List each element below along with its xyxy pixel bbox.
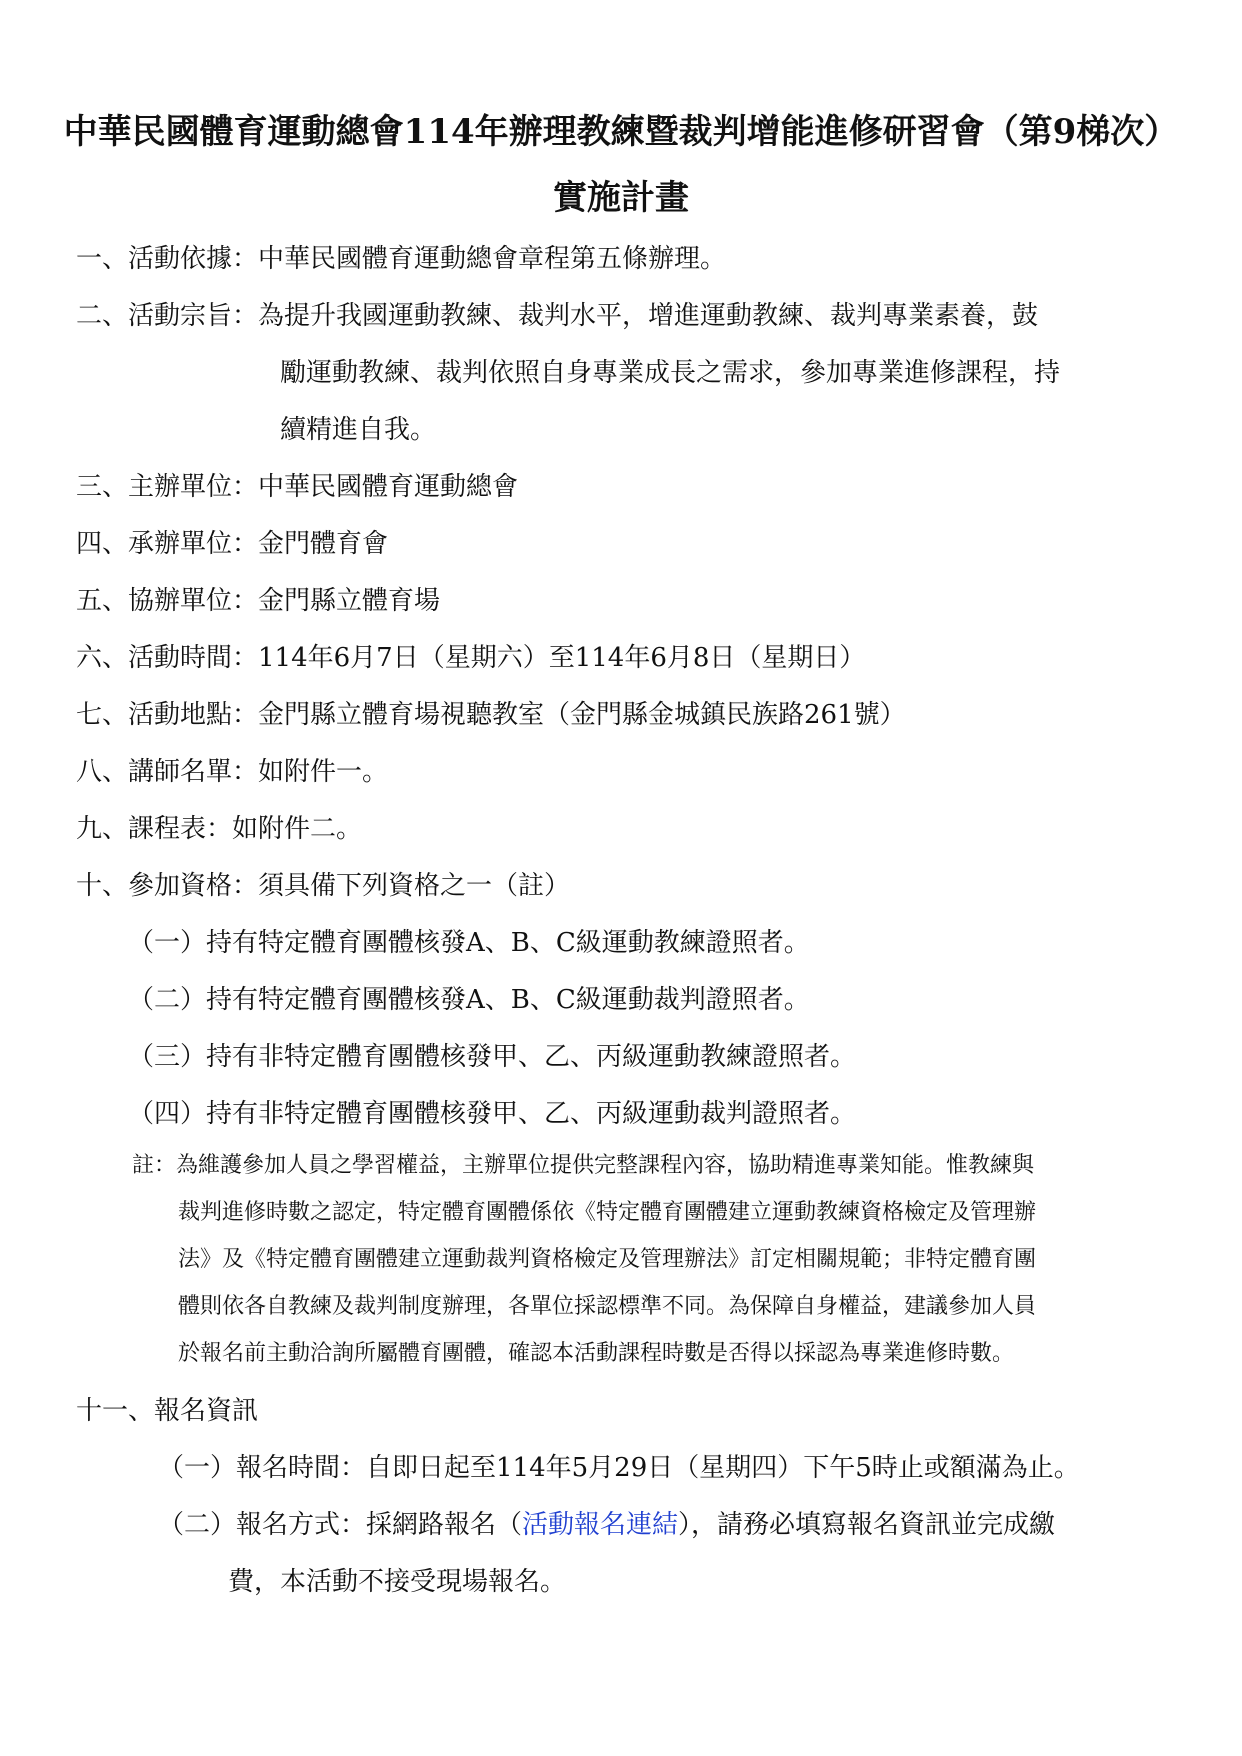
section-basis-text: 中華民國體育運動總會章程第五條辦理。 <box>258 244 727 274</box>
section-organizer-text: 中華民國體育運動總會 <box>258 472 519 502</box>
document-subtitle: 實施計畫 <box>553 178 689 218</box>
section-purpose-label: 二、活動宗旨： <box>76 301 259 331</box>
section-location-text: 金門縣立體育場視聽教室（金門縣金城鎮民族路261號） <box>258 700 906 730</box>
document-title: 中華民國體育運動總會114年辦理教練暨裁判增能進修研習會（第9梯次） <box>63 112 1179 152</box>
registration-method <box>158 1509 1055 1541</box>
eligibility-item-3: （三）持有非特定體育團體核發甲、乙、丙級運動教練證照者。 <box>128 1042 857 1072</box>
section-registration: 十一、報名資訊 <box>76 1396 259 1426</box>
eligibility-note-line-1: 為維護參加人員之學習權益，主辦單位提供完整課程內容，協助精進專業知能。惟教練與 <box>176 1153 1035 1178</box>
section-location <box>76 699 906 731</box>
section-host-label: 四、承辦單位： <box>76 529 259 559</box>
section-purpose-line-3: 續精進自我。 <box>280 415 437 445</box>
eligibility-note-line-5: 於報名前主動洽詢所屬體育團體，確認本活動課程時數是否得以採認為專業進修時數。 <box>178 1341 1015 1366</box>
section-lecturers-text: 如附件一。 <box>258 757 389 787</box>
section-time <box>76 642 865 674</box>
section-co-organizer <box>76 585 440 617</box>
section-eligibility <box>76 870 570 902</box>
eligibility-note-line-4: 體則依各自教練及裁判制度辦理，各單位採認標準不同。為保障自身權益，建議參加人員 <box>178 1294 1037 1319</box>
section-host-text: 金門體育會 <box>258 529 389 559</box>
section-basis-label: 一、活動依據： <box>76 244 259 274</box>
registration-method-suffix: ），請務必填寫報名資訊並完成繳 <box>678 1510 1056 1540</box>
section-organizer-label: 三、主辦單位： <box>76 472 259 502</box>
section-basis <box>76 243 726 275</box>
eligibility-note-line-3: 法》及《特定體育團體建立運動裁判資格檢定及管理辦法》訂定相關規範；非特定體育團 <box>178 1247 1037 1272</box>
section-location-label: 七、活動地點： <box>76 700 259 730</box>
eligibility-item-4: （四）持有非特定體育團體核發甲、乙、丙級運動裁判證照者。 <box>128 1099 857 1129</box>
section-eligibility-label: 十、參加資格： <box>76 871 259 901</box>
section-schedule-label: 九、課程表： <box>76 814 233 844</box>
eligibility-note-label: 註： <box>132 1153 177 1178</box>
section-lecturers-label: 八、講師名單： <box>76 757 259 787</box>
section-purpose-line-1: 為提升我國運動教練、裁判水平，增進運動教練、裁判專業素養，鼓 <box>258 301 1039 331</box>
registration-method-prefix: （二）報名方式：採網路報名（ <box>158 1510 523 1540</box>
section-co-organizer-label: 五、協辦單位： <box>76 586 259 616</box>
section-host <box>76 528 388 560</box>
registration-time: （一）報名時間：自即日起至114年5月29日（星期四）下午5時止或額滿為止。 <box>158 1453 1080 1483</box>
eligibility-note <box>132 1152 1034 1180</box>
section-eligibility-text: 須具備下列資格之一（註） <box>258 871 571 901</box>
section-lecturers <box>76 756 388 788</box>
section-co-organizer-text: 金門縣立體育場 <box>258 586 441 616</box>
section-time-label: 六、活動時間： <box>76 643 259 673</box>
section-time-text: 114年6月7日（星期六）至114年6月8日（星期日） <box>258 643 866 673</box>
section-organizer <box>76 471 518 503</box>
eligibility-item-2: （二）持有特定體育團體核發A、B、C級運動裁判證照者。 <box>128 985 810 1015</box>
registration-method-continued: 費，本活動不接受現場報名。 <box>228 1567 567 1597</box>
section-schedule-text: 如附件二。 <box>232 814 363 844</box>
section-purpose <box>76 300 1038 332</box>
section-purpose-line-2: 勵運動教練、裁判依照自身專業成長之需求，參加專業進修課程，持 <box>280 358 1061 388</box>
eligibility-note-line-2: 裁判進修時數之認定，特定體育團體係依《特定體育團體建立運動教練資格檢定及管理辦 <box>178 1200 1037 1225</box>
eligibility-item-1: （一）持有特定體育團體核發A、B、C級運動教練證照者。 <box>128 928 810 958</box>
section-schedule <box>76 813 362 845</box>
registration-link[interactable]: 活動報名連結 <box>522 1510 679 1540</box>
